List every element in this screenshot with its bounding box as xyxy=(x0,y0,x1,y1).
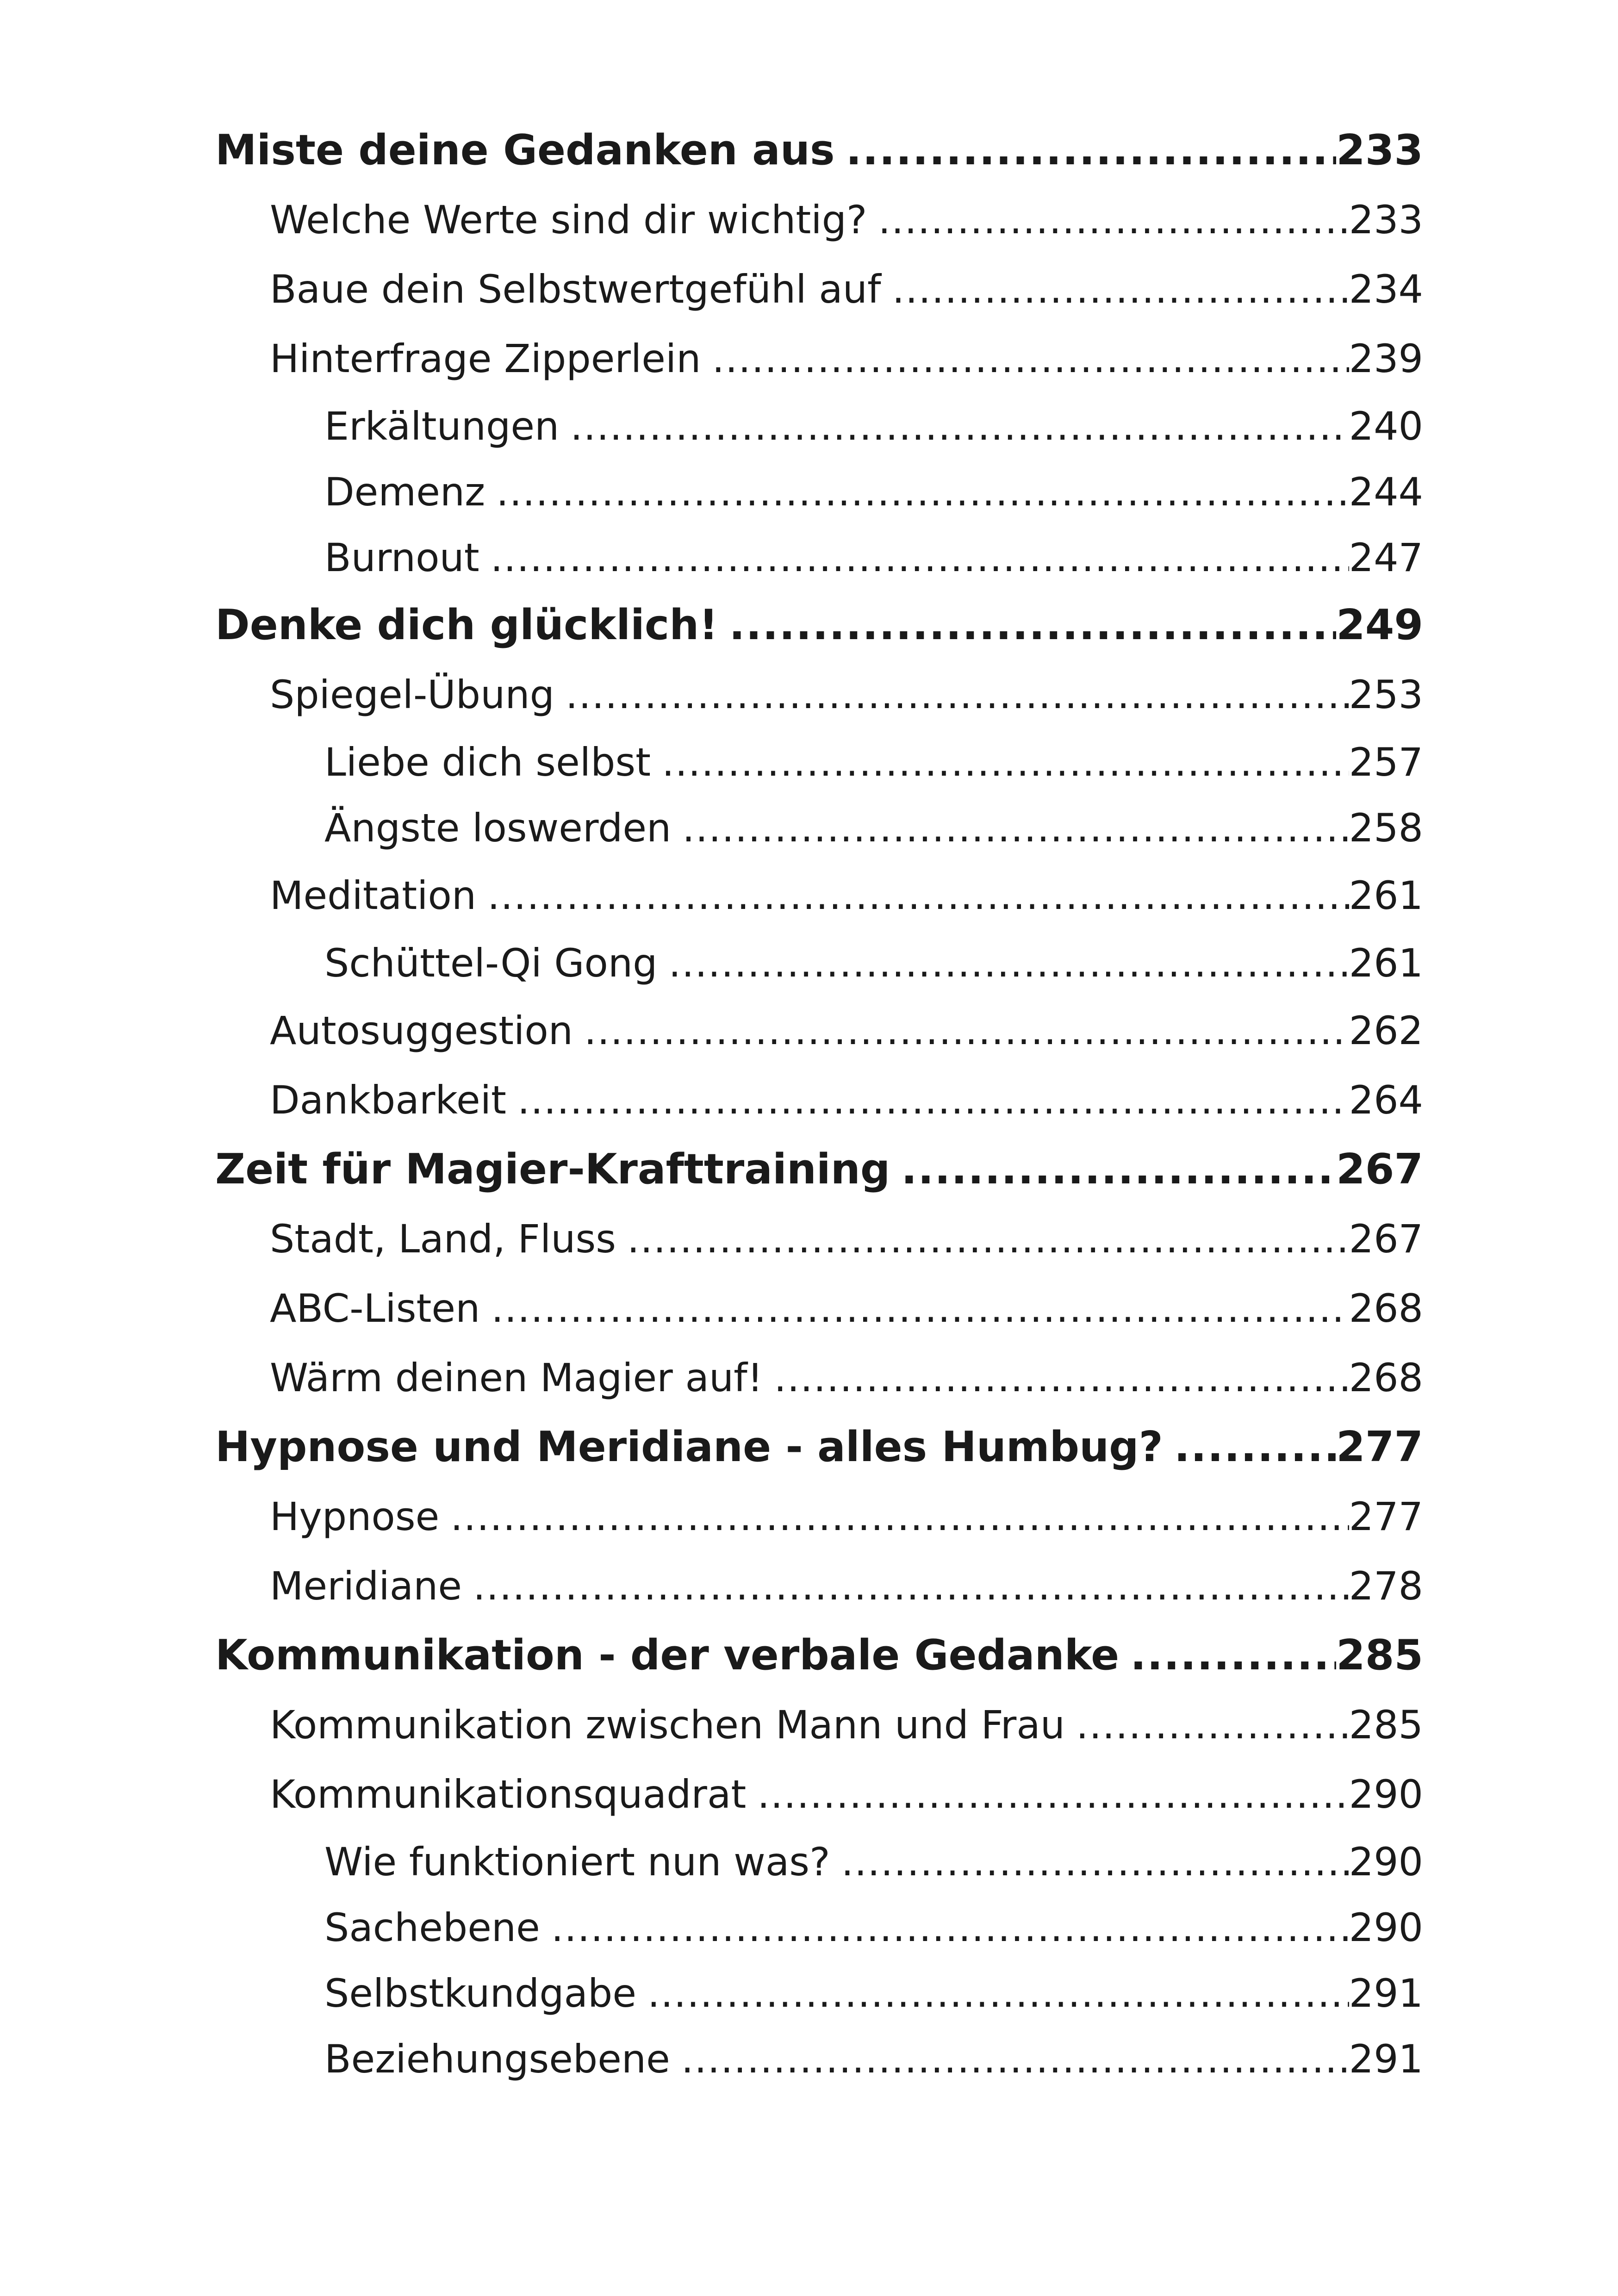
toc-entry-title: Wie funktioniert nun was? xyxy=(324,1839,830,1885)
toc-entry xyxy=(215,1065,1423,1135)
dot-leader xyxy=(890,1135,1336,1204)
dot-leader xyxy=(763,1343,1349,1412)
toc-entry-title: Spiegel-Übung xyxy=(270,672,554,717)
toc-entry-page: 268 xyxy=(1349,1355,1423,1400)
toc-entry-page: 233 xyxy=(1349,197,1423,243)
toc-entry-page: 261 xyxy=(1349,940,1423,986)
dot-leader xyxy=(559,393,1349,459)
dot-leader xyxy=(657,930,1349,996)
dot-leader xyxy=(670,2026,1349,2092)
toc-entry-title: Miste deine Gedanken aus xyxy=(215,126,835,174)
toc-entry-page: 267 xyxy=(1336,1145,1423,1194)
toc-entry xyxy=(215,996,1423,1065)
toc-entry-page: 285 xyxy=(1336,1631,1423,1680)
toc-entry-page: 290 xyxy=(1349,1772,1423,1817)
toc-entry-title: Selbstkundgabe xyxy=(324,1971,637,2016)
toc-entry xyxy=(215,116,1423,185)
toc-entry-title: Dankbarkeit xyxy=(270,1077,506,1123)
toc-entry xyxy=(215,1621,1423,1690)
dot-leader xyxy=(616,1204,1349,1274)
dot-leader xyxy=(1163,1412,1336,1482)
dot-leader xyxy=(701,324,1349,393)
toc-entry xyxy=(215,1690,1423,1760)
toc-entry-title: Baue dein Selbstwertgefühl auf xyxy=(270,267,881,312)
toc-entry xyxy=(215,393,1423,459)
toc-entry-page: 249 xyxy=(1336,601,1423,649)
toc-entry-title: Kommunikation zwischen Mann und Frau xyxy=(270,1702,1065,1748)
dot-leader xyxy=(573,996,1349,1065)
toc-entry-page: 277 xyxy=(1349,1494,1423,1539)
dot-leader xyxy=(540,1895,1349,1960)
toc-entry xyxy=(215,255,1423,324)
toc-entry-title: Hypnose xyxy=(270,1494,440,1539)
toc-entry xyxy=(215,1274,1423,1343)
toc-entry-page: 261 xyxy=(1349,873,1423,918)
dot-leader xyxy=(835,116,1337,185)
toc-entry xyxy=(215,1760,1423,1829)
toc-entry xyxy=(215,324,1423,393)
toc-entry-title: Kommunikationsquadrat xyxy=(270,1772,747,1817)
toc-entry-page: 290 xyxy=(1349,1839,1423,1885)
toc-entry-title: Stadt, Land, Fluss xyxy=(270,1216,616,1262)
toc-entry-title: Meridiane xyxy=(270,1563,462,1609)
dot-leader xyxy=(651,729,1349,795)
toc-entry xyxy=(215,1482,1423,1551)
toc-entry xyxy=(215,1551,1423,1621)
toc-entry xyxy=(215,795,1423,861)
toc-entry xyxy=(215,1343,1423,1412)
toc-entry xyxy=(215,591,1423,660)
dot-leader xyxy=(479,525,1349,591)
toc-entry xyxy=(215,861,1423,930)
toc-entry xyxy=(215,930,1423,996)
toc-entry xyxy=(215,525,1423,591)
toc-entry xyxy=(215,1895,1423,1960)
toc-entry-title: Burnout xyxy=(324,535,479,580)
dot-leader xyxy=(485,459,1349,525)
dot-leader xyxy=(671,795,1349,861)
toc-entry-page: 239 xyxy=(1349,336,1423,381)
toc-entry xyxy=(215,1412,1423,1482)
toc-entry xyxy=(215,1135,1423,1204)
toc-entry-page: 244 xyxy=(1349,469,1423,515)
toc-entry-title: Hypnose und Meridiane - alles Humbug? xyxy=(215,1423,1163,1471)
toc-entry xyxy=(215,1829,1423,1895)
toc-entry-page: 262 xyxy=(1349,1008,1423,1053)
dot-leader xyxy=(554,660,1349,729)
toc-entry-title: Denke dich glücklich! xyxy=(215,601,718,649)
toc-entry-page: 264 xyxy=(1349,1077,1423,1123)
toc-entry-page: 253 xyxy=(1349,672,1423,717)
toc-entry xyxy=(215,729,1423,795)
dot-leader xyxy=(746,1760,1349,1829)
toc-entry-title: Ängste loswerden xyxy=(324,805,672,851)
dot-leader xyxy=(1119,1621,1336,1690)
toc-entry xyxy=(215,185,1423,255)
toc-entry-title: Demenz xyxy=(324,469,485,515)
toc-entry-title: Sachebene xyxy=(324,1905,540,1950)
toc-entry-page: 290 xyxy=(1349,1905,1423,1950)
dot-leader xyxy=(636,1960,1349,2026)
toc-entry xyxy=(215,2026,1423,2092)
toc-entry-title: Kommunikation - der verbale Gedanke xyxy=(215,1631,1120,1680)
toc-entry xyxy=(215,1960,1423,2026)
dot-leader xyxy=(476,861,1349,930)
dot-leader xyxy=(462,1551,1349,1621)
toc-entry-title: Wärm deinen Magier auf! xyxy=(270,1355,763,1400)
dot-leader xyxy=(506,1065,1349,1135)
toc-entry-page: 240 xyxy=(1349,404,1423,449)
toc-entry-page: 258 xyxy=(1349,805,1423,851)
toc-entry-title: ABC-Listen xyxy=(270,1286,480,1331)
toc-entry-title: Autosuggestion xyxy=(270,1008,573,1053)
toc-entry-page: 268 xyxy=(1349,1286,1423,1331)
toc-entry xyxy=(215,660,1423,729)
toc-entry-page: 278 xyxy=(1349,1563,1423,1609)
toc-entry-page: 267 xyxy=(1349,1216,1423,1262)
toc-entry-page: 234 xyxy=(1349,267,1423,312)
dot-leader xyxy=(718,591,1336,660)
toc-entry-page: 233 xyxy=(1336,126,1423,174)
dot-leader xyxy=(867,185,1349,255)
toc-entry-title: Welche Werte sind dir wichtig? xyxy=(270,197,867,243)
toc-entry-title: Hinterfrage Zipperlein xyxy=(270,336,701,381)
toc-entry-page: 291 xyxy=(1349,1971,1423,2016)
toc-entry xyxy=(215,459,1423,525)
toc-entry-title: Zeit für Magier-Krafttraining xyxy=(215,1145,890,1194)
toc-entry-page: 247 xyxy=(1349,535,1423,580)
dot-leader xyxy=(439,1482,1349,1551)
toc-entry-page: 277 xyxy=(1336,1423,1423,1471)
dot-leader xyxy=(480,1274,1349,1343)
toc-entry-page: 257 xyxy=(1349,740,1423,785)
toc-entry-title: Schüttel-Qi Gong xyxy=(324,940,658,986)
toc-entry-page: 285 xyxy=(1349,1702,1423,1748)
toc-entry-title: Beziehungsebene xyxy=(324,2036,670,2082)
dot-leader xyxy=(1065,1690,1349,1760)
toc-entry-title: Erkältungen xyxy=(324,404,560,449)
toc-entry xyxy=(215,1204,1423,1274)
dot-leader xyxy=(830,1829,1349,1895)
toc-entry-title: Meditation xyxy=(270,873,477,918)
table-of-contents xyxy=(215,116,1423,2092)
toc-entry-page: 291 xyxy=(1349,2036,1423,2082)
dot-leader xyxy=(881,255,1349,324)
toc-entry-title: Liebe dich selbst xyxy=(324,740,651,785)
